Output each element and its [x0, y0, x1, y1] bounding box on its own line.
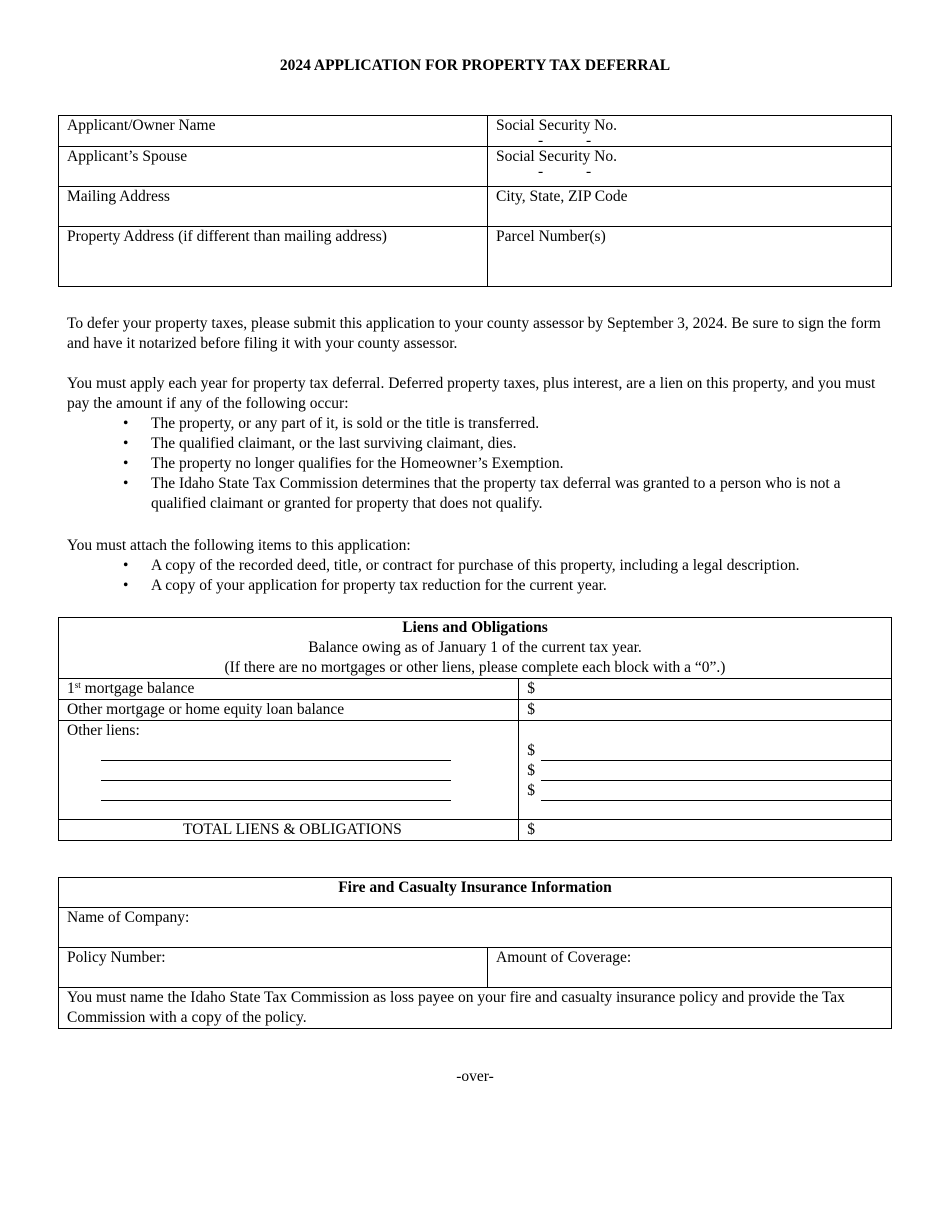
list-item: • A copy of the recorded deed, title, or contract for purchase of this property, including a legal description.: [151, 556, 887, 576]
intro-paragraph-2: You must apply each year for property tax deferral. Deferred property taxes, plus interest, are a lien on this property, and you must pay the amount if any of the following occur:: [67, 375, 876, 412]
other-liens-label: Other liens:: [67, 722, 140, 739]
other-lien-amount-1[interactable]: [527, 741, 891, 761]
amount-line: [541, 765, 891, 781]
list-item: • The Idaho State Tax Commission determines that the property tax deferral was granted to a person who is not a qualified claimant or granted for property that does not qualify.: [151, 474, 887, 514]
first-mortgage-label: [59, 679, 519, 700]
spouse-ssn-dashes: [496, 163, 891, 180]
insurance-heading: Fire and Casualty Insurance Information: [59, 878, 892, 908]
other-liens-amounts: [519, 721, 892, 820]
coverage-amount-label: Amount of Coverage:: [496, 949, 632, 966]
owner-name-label: Applicant/Owner Name: [67, 117, 216, 134]
attachments-list: [67, 556, 887, 596]
total-liens-amount[interactable]: [519, 820, 892, 841]
first-mortgage-num: 1: [67, 680, 75, 697]
city-state-zip-label: City, State, ZIP Code: [496, 188, 628, 205]
conditions-list: [67, 414, 887, 514]
other-mortgage-label: Other mortgage or home equity loan balance: [59, 700, 519, 721]
list-item: • The qualified claimant, or the last surviving claimant, dies.: [151, 434, 887, 454]
dollar-sign: $: [527, 762, 535, 779]
insurance-note: You must name the Idaho State Tax Commission as loss payee on your fire and casualty insurance policy and provide the Tax Commission with a copy of the policy.: [59, 988, 892, 1029]
total-liens-label: TOTAL LIENS & OBLIGATIONS: [59, 820, 519, 841]
property-address-field[interactable]: [59, 227, 488, 287]
other-mortgage-amount[interactable]: [519, 700, 892, 721]
owner-ssn-field[interactable]: [488, 116, 892, 147]
policy-number-field[interactable]: [59, 948, 488, 988]
liens-header: [59, 618, 892, 679]
liens-subheading-1: Balance owing as of January 1 of the current tax year.: [308, 639, 642, 656]
over-indicator: -over-: [456, 1068, 494, 1085]
list-item: • The property, or any part of it, is sold or the title is transferred.: [151, 414, 887, 434]
dollar-sign: $: [527, 821, 535, 838]
mailing-address-label: Mailing Address: [67, 188, 170, 205]
owner-ssn-dashes: [496, 132, 891, 149]
coverage-amount-field[interactable]: [488, 948, 892, 988]
parcel-numbers-label: Parcel Number(s): [496, 228, 606, 245]
other-liens-description-lines: [67, 741, 518, 801]
other-lien-description-1[interactable]: [101, 741, 451, 761]
attachments-section: [67, 536, 887, 596]
ssn-dash: -: [538, 132, 544, 149]
ssn-dash: -: [586, 163, 592, 180]
intro-paragraph-1: To defer your property taxes, please submit this application to your county assessor by September 3, 2024. Be sure to sign the form and have it notarized before filing it with your county assessor.: [67, 315, 881, 352]
liens-table: [58, 617, 892, 841]
ssn-dash: -: [586, 132, 592, 149]
applicant-info-table: [58, 115, 892, 287]
policy-number-label: Policy Number:: [67, 949, 166, 966]
liens-heading: Liens and Obligations: [402, 619, 548, 636]
amount-line: [541, 745, 891, 761]
dollar-sign: $: [527, 680, 535, 697]
other-lien-amount-3[interactable]: [527, 781, 891, 801]
spouse-ssn-label: Social Security No.: [496, 148, 617, 165]
mailing-address-field[interactable]: [59, 187, 488, 227]
list-item: • A copy of your application for property tax reduction for the current year.: [151, 576, 887, 596]
owner-ssn-label: Social Security No.: [496, 117, 617, 134]
company-name-label: Name of Company:: [67, 909, 190, 926]
liens-subheading-2: (If there are no mortgages or other liens, please complete each block with a “0”.): [224, 659, 726, 676]
parcel-numbers-field[interactable]: [488, 227, 892, 287]
spouse-ssn-field[interactable]: [488, 147, 892, 187]
first-mortgage-sup: st: [74, 680, 81, 690]
other-liens-cell: [59, 721, 519, 820]
attachments-lead: You must attach the following items to this application:: [67, 537, 411, 554]
dollar-sign: $: [527, 742, 535, 759]
city-state-zip-field[interactable]: [488, 187, 892, 227]
insurance-table: [58, 877, 892, 1029]
dollar-sign: $: [527, 782, 535, 799]
other-lien-description-3[interactable]: [101, 781, 451, 801]
amount-line: [541, 785, 891, 801]
spouse-name-label: Applicant’s Spouse: [67, 148, 188, 165]
first-mortgage-text: mortgage balance: [80, 680, 195, 697]
form-title: 2024 APPLICATION FOR PROPERTY TAX DEFERRAL: [279, 57, 671, 74]
deferral-conditions: [67, 374, 887, 514]
other-lien-description-2[interactable]: [101, 761, 451, 781]
property-address-label: Property Address (if different than mailing address): [67, 228, 387, 245]
dollar-sign: $: [527, 701, 535, 718]
company-name-field[interactable]: [59, 908, 892, 948]
list-item: • The property no longer qualifies for the Homeowner’s Exemption.: [151, 454, 887, 474]
spouse-name-field[interactable]: [59, 147, 488, 187]
owner-name-field[interactable]: [59, 116, 488, 147]
other-lien-amount-2[interactable]: [527, 761, 891, 781]
ssn-dash: -: [538, 163, 544, 180]
first-mortgage-amount[interactable]: [519, 679, 892, 700]
